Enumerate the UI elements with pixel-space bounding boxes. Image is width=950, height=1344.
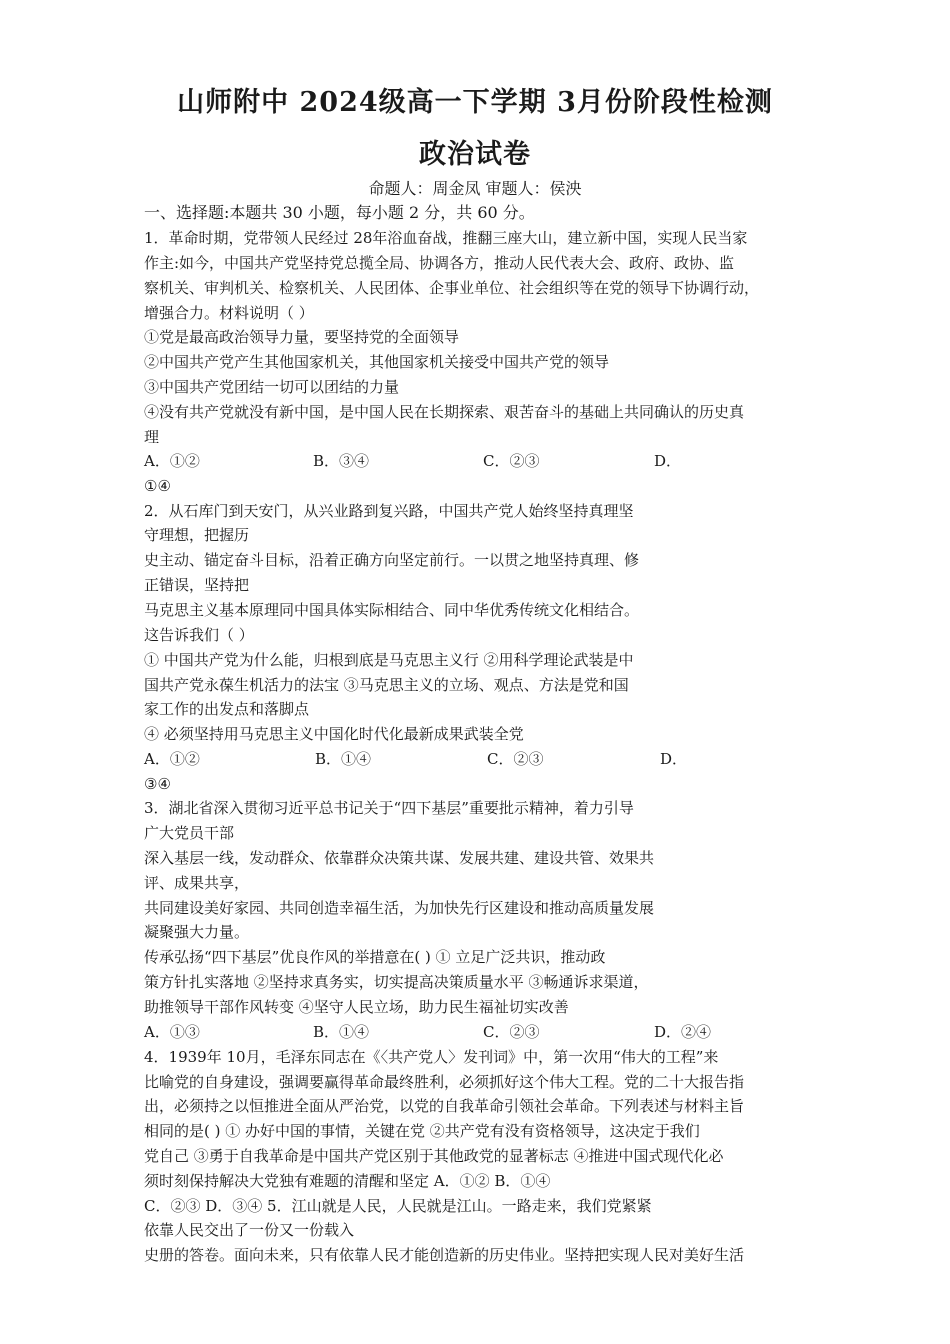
q3-option-d: D．②④ [654, 1023, 712, 1041]
q1-line: 增强合力。材料说明（ ） [144, 304, 314, 322]
q1-option-c: C．②③ [483, 452, 540, 470]
q1-line: ④没有共产党就没有新中国，是中国人民在长期探索、艰苦奋斗的基础上共同确认的历史真 [144, 403, 745, 421]
q1-line: 1．革命时期，党带领人民经过 28年浴血奋战，推翻三座大山，建立新中国，实现人民当家 [144, 229, 748, 247]
q3-line: 共同建设美好家园、共同创造幸福生活，为加快先行区建设和推动高质量发展 [144, 899, 655, 917]
q4-line: 党自己 ③勇于自我革命是中国共产党区别于其他政党的显著标志 ④推进中国式现代化必 [144, 1147, 724, 1165]
q2-line: 家工作的出发点和落脚点 [144, 700, 310, 718]
q1-line: 察机关、审判机关、检察机关、人民团体、企事业单位、社会组织等在党的领导下协调行动， [144, 279, 760, 297]
q2-option-b: B．①④ [315, 750, 372, 768]
q3-option-b: B．①④ [313, 1023, 370, 1041]
q4-line: 4．1939年 10月，毛泽东同志在《〈共产党人〉发刊词》中，第一次用“伟大的工程”来 [144, 1048, 719, 1066]
q2-option-c: C．②③ [487, 750, 544, 768]
q2-line: 马克思主义基本原理同中国具体实际相结合、同中华优秀传统文化相结合。 [144, 601, 640, 619]
q2-option-d-text: ③④ [144, 775, 171, 793]
q1-line: 理 [144, 428, 160, 446]
q2-line: ① 中国共产党为什么能，归根到底是马克思主义行 ②用科学理论武装是中 [144, 651, 634, 669]
q2-line: 2．从石库门到天安门，从兴业路到复兴路，中国共产党人始终坚持真理坚 [144, 502, 634, 520]
q2-line: 这告诉我们（ ） [144, 626, 254, 644]
q3-line: 深入基层一线，发动群众、依靠群众决策共谋、发展共建、建设共管、效果共 [144, 849, 655, 867]
authors-line: 命题人：周金凤 审题人：侯泱 [368, 179, 582, 198]
q2-option-a: A．①② [144, 750, 200, 768]
exam-subject-title: 政治试卷 [419, 139, 531, 170]
q2-line: 国共产党永葆生机活力的法宝 ③马克思主义的立场、观点、方法是党和国 [144, 676, 629, 694]
q4-line: 依靠人民交出了一份又一份载入 [144, 1221, 355, 1239]
q4-line: 比喻党的自身建设，强调要赢得革命最终胜利，必须抓好这个伟大工程。党的二十大报告指 [144, 1073, 745, 1091]
q4-line: C．②③ D．③④ 5．江山就是人民，人民就是江山。一路走来，我们党紧紧 [144, 1197, 652, 1215]
q3-option-c: C．②③ [483, 1023, 540, 1041]
q4-line: 相同的是( ) ① 办好中国的事情，关键在党 ②共产党有没有资格领导，这决定于我们 [144, 1122, 700, 1140]
q1-option-a: A．①② [144, 452, 200, 470]
q4-line: 史册的答卷。面向未来，只有依靠人民才能创造新的历史伟业。坚持把实现人民对美好生活 [144, 1246, 745, 1264]
q3-line: 策方针扎实落地 ②坚持求真务实，切实提高决策质量水平 ③畅通诉求渠道， [144, 973, 649, 991]
q2-option-d: D． [660, 750, 688, 768]
q3-option-a: A．①③ [144, 1023, 200, 1041]
q2-line: 守理想，把握历 [144, 526, 250, 544]
q1-option-b: B．③④ [313, 452, 370, 470]
q3-line: 传承弘扬“四下基层”优良作风的举措意在( ) ① 立足广泛共识，推动政 [144, 948, 606, 966]
q3-line: 凝聚强大力量。 [144, 923, 250, 941]
q3-line: 助推领导干部作风转变 ④坚守人民立场，助力民生福祉切实改善 [144, 998, 569, 1016]
q3-line: 广大党员干部 [144, 824, 235, 842]
q2-line: ④ 必须坚持用马克思主义中国化时代化最新成果武装全党 [144, 725, 524, 743]
q1-line: ②中国共产党产生其他国家机关，其他国家机关接受中国共产党的领导 [144, 353, 610, 371]
q1-option-d-text: ①④ [144, 477, 171, 495]
q4-line: 须时刻保持解决大党独有难题的清醒和坚定 A．①② B．①④ [144, 1172, 551, 1190]
section-heading: 一、选择题:本题共 30 小题，每小题 2 分，共 60 分。 [144, 203, 535, 222]
q2-line: 正错误，坚持把 [144, 576, 250, 594]
q1-line: 作主:如今，中国共产党坚持党总揽全局、协调各方，推动人民代表大会、政府、政协、监 [144, 254, 735, 272]
q1-option-d: D． [654, 452, 682, 470]
exam-title: 山师附中 2024级高一下学期 3月份阶段性检测 [177, 87, 773, 118]
q4-line: 出，必须持之以恒推进全面从严治党，以党的自我革命引领社会革命。下列表述与材料主旨 [144, 1097, 745, 1115]
q3-line: 3．湖北省深入贯彻习近平总书记关于“四下基层”重要批示精神，着力引导 [144, 799, 634, 817]
q2-line: 史主动、锚定奋斗目标，沿着正确方向坚定前行。一以贯之地坚持真理、修 [144, 551, 640, 569]
q1-line: ③中国共产党团结一切可以团结的力量 [144, 378, 400, 396]
q1-line: ①党是最高政治领导力量，要坚持党的全面领导 [144, 328, 460, 346]
q3-line: 评、成果共享， [144, 874, 250, 892]
